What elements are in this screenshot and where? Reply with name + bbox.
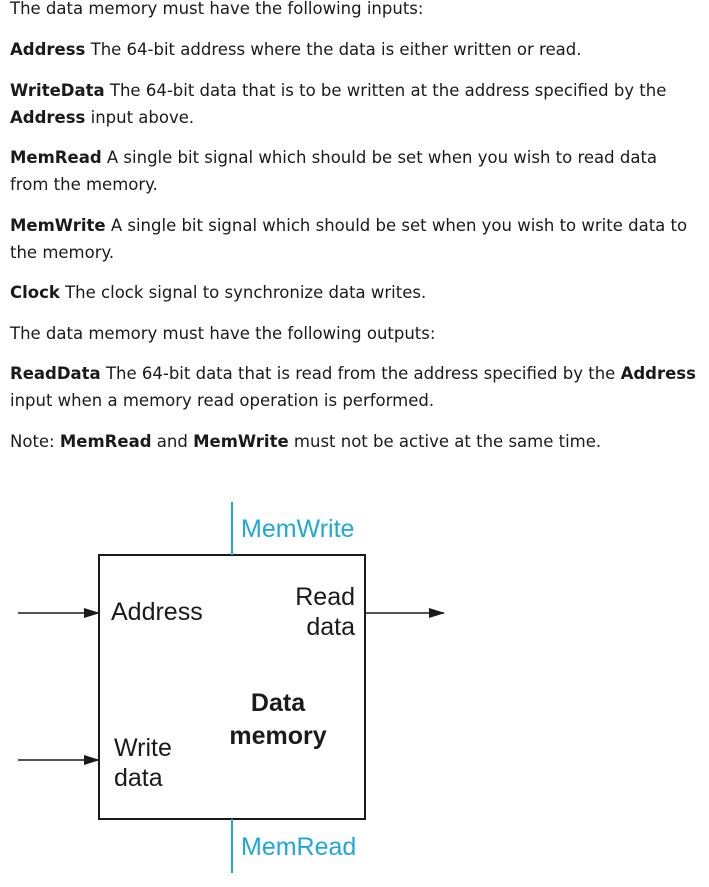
readdata-term: ReadData xyxy=(10,364,101,383)
writedata-address-term: Address xyxy=(10,108,86,127)
writedata-desc-1: The 64-bit data that is to be written at the address specified by the xyxy=(104,81,667,100)
memwrite-desc: A single bit signal which should be set when you wish to write data to the memory. xyxy=(10,216,688,262)
note xyxy=(10,428,700,455)
outputs-intro xyxy=(10,320,700,347)
memread-description xyxy=(10,144,700,198)
address-label: Address xyxy=(111,598,203,626)
readdata-desc-2: input when a memory read operation is performed. xyxy=(10,391,435,410)
readdata-description xyxy=(10,360,700,414)
data-memory-title-line1: Data xyxy=(250,689,306,717)
data-memory-title-line2: memory xyxy=(229,722,327,750)
note-suffix: must not be active at the same time. xyxy=(288,432,602,451)
note-mid: and xyxy=(151,432,194,451)
clock-description xyxy=(10,279,700,306)
note-memwrite-term: MemWrite xyxy=(193,432,289,451)
memread-label: MemRead xyxy=(241,833,357,861)
read-data-label-line1: Read xyxy=(295,583,355,611)
clock-desc: The clock signal to synchronize data writes. xyxy=(59,283,427,302)
write-data-label-line1: Write xyxy=(114,734,172,762)
writedata-desc-2: input above. xyxy=(85,108,195,127)
clock-term: Clock xyxy=(10,283,60,302)
outputs-intro-text: The data memory must have the following outputs: xyxy=(10,324,436,343)
address-desc: The 64-bit address where the data is either written or read. xyxy=(85,40,582,59)
memwrite-description xyxy=(10,212,700,266)
write-data-label-line2: data xyxy=(114,764,163,792)
memwrite-label: MemWrite xyxy=(241,515,355,543)
note-prefix: Note: xyxy=(10,432,60,451)
memwrite-term: MemWrite xyxy=(10,216,106,235)
data-memory-diagram xyxy=(0,480,709,887)
inputs-intro-text: The data memory must have the following inputs: xyxy=(10,0,424,18)
readdata-desc-1: The 64-bit data that is read from the address specified by the xyxy=(100,364,621,383)
read-data-label-line2: data xyxy=(306,613,355,641)
writedata-description xyxy=(10,77,700,131)
readdata-address-term: Address xyxy=(620,364,696,383)
note-memread-term: MemRead xyxy=(59,432,152,451)
inputs-intro xyxy=(10,0,700,22)
address-description xyxy=(10,36,700,63)
diagram-graphics xyxy=(0,480,709,887)
memread-term: MemRead xyxy=(10,148,102,167)
memread-desc: A single bit signal which should be set when you wish to read data from the memory. xyxy=(10,148,658,194)
writedata-term: WriteData xyxy=(10,81,105,100)
address-term: Address xyxy=(10,40,86,59)
